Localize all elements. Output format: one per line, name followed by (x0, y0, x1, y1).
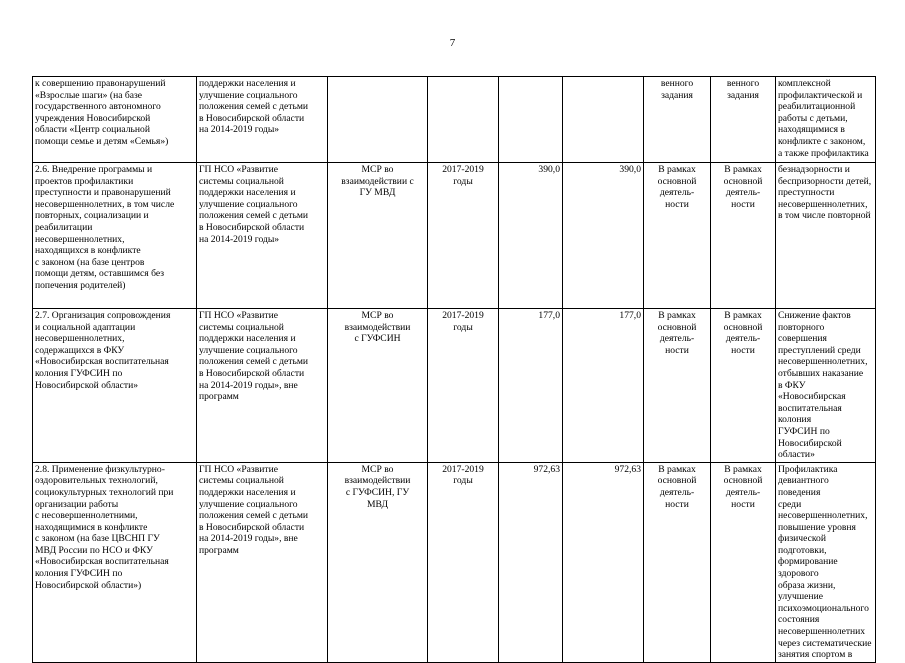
period-cell (428, 77, 499, 163)
budget-funding-cell (563, 77, 644, 163)
table-row (33, 77, 876, 163)
period-cell: 2017-2019 годы (428, 462, 499, 662)
extra-funding-cell: В рамках основной деятель- ности (711, 309, 776, 463)
task-cell: 2.8. Применение физкультурно- оздоровительных технологий, социокультурных технологий при организации работы с несовершеннолетними, находящимися в конфликте с законом (на базе ЦВСНП ГУ МВД России по НСО и ФКУ «Новосибирская воспитательная колония ГУФСИН по Новосибирской области») (33, 462, 197, 662)
extra-funding-cell: В рамках основной деятель- ности (711, 163, 776, 309)
extra-funding-cell: В рамках основной деятель- ности (711, 462, 776, 662)
program-cell: ГП НСО «Развитие системы социальной поддержки населения и улучшение социального положения семей с детьми в Новосибирской области на 2014-2019 годы», вне программ (197, 309, 328, 463)
executor-cell: МСР во взаимодействии с ГУ МВД (328, 163, 428, 309)
program-cell: ГП НСО «Развитие системы социальной поддержки населения и улучшение социального положения семей с детьми в Новосибирской области на 2014-2019 годы» (197, 163, 328, 309)
other-funding-cell: В рамках основной деятель- ности (644, 163, 711, 309)
executor-cell (328, 77, 428, 163)
result-cell: Профилактика девиантного поведения среди несовершеннолетних, повышение уровня физической подготовки, формирование здорового образа жизни, улучшение психоэмоционального состояния несовершеннолетних через систематические занятия спортом в (776, 462, 876, 662)
budget-funding-cell: 972,63 (563, 462, 644, 662)
period-cell: 2017-2019 годы (428, 309, 499, 463)
table-row (33, 462, 876, 662)
page-number: 7 (449, 37, 456, 49)
result-cell: безнадзорности и беспризорности детей, преступности несовершеннолетних, в том числе повторной (776, 163, 876, 309)
task-cell: 2.6. Внедрение программы и проектов профилактики преступности и правонарушений несовершеннолетних, в том числе повторных, социализации и реабилитации несовершеннолетних, находящихся в конфликте с законом (на базе центров помощи детям, оставшимся без попечения родителей) (33, 163, 197, 309)
total-funding-cell: 177,0 (499, 309, 563, 463)
program-cell: поддержки населения и улучшение социального положения семей с детьми в Новосибирской области на 2014-2019 годы» (197, 77, 328, 163)
task-cell: к совершению правонарушений «Взрослые шаги» (на базе государственного автономного учреждения Новосибирской области «Центр социальной помощи семье и детям «Семья») (33, 77, 197, 163)
program-cell: ГП НСО «Развитие системы социальной поддержки населения и улучшение социального положения семей с детьми в Новосибирской области на 2014-2019 годы», вне программ (197, 462, 328, 662)
measures-table (32, 76, 876, 663)
task-cell: 2.7. Организация сопровождения и социальной адаптации несовершеннолетних, содержащихся в ФКУ «Новосибирская воспитательная колония ГУФСИН по Новосибирской области» (33, 309, 197, 463)
budget-funding-cell: 177,0 (563, 309, 644, 463)
result-cell: Снижение фактов повторного совершения преступлений среди несовершеннолетних, отбывших наказание в ФКУ «Новосибирская воспитательная колония ГУФСИН по Новосибирской области» (776, 309, 876, 463)
extra-funding-cell: венного задания (711, 77, 776, 163)
executor-cell: МСР во взаимодействии с ГУФСИН (328, 309, 428, 463)
total-funding-cell (499, 77, 563, 163)
other-funding-cell: венного задания (644, 77, 711, 163)
budget-funding-cell: 390,0 (563, 163, 644, 309)
total-funding-cell: 972,63 (499, 462, 563, 662)
executor-cell: МСР во взаимодействии с ГУФСИН, ГУ МВД (328, 462, 428, 662)
total-funding-cell: 390,0 (499, 163, 563, 309)
period-cell: 2017-2019 годы (428, 163, 499, 309)
result-cell: комплексной профилактической и реабилитационной работы с детьми, находящимися в конфликте с законом, а также профилактика (776, 77, 876, 163)
table-row (33, 163, 876, 309)
other-funding-cell: В рамках основной деятель- ности (644, 462, 711, 662)
other-funding-cell: В рамках основной деятель- ности (644, 309, 711, 463)
table-row (33, 309, 876, 463)
